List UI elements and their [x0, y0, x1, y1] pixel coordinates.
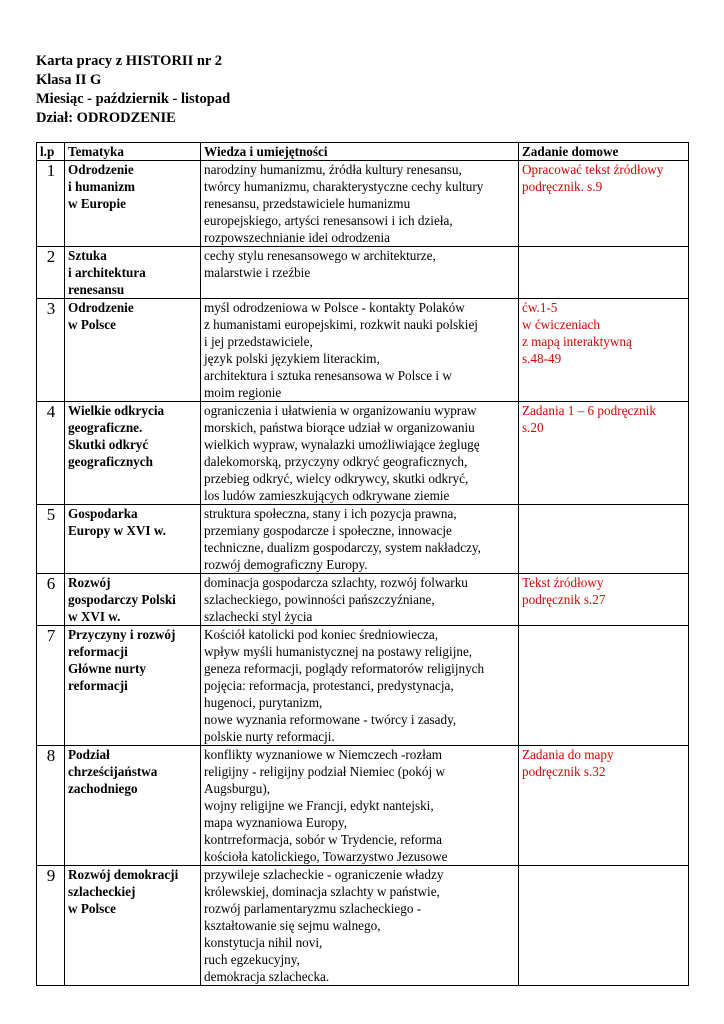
knowledge-line: religijny - religijny podział Niemiec (pokój w [204, 764, 445, 779]
topic-line: i humanizm [68, 179, 136, 194]
table-row [37, 402, 689, 505]
knowledge-line: architektura i sztuka renesansowa w Polsce i w [204, 368, 452, 383]
knowledge-line: przebieg odkryć, wielcy odkrywcy, skutki odkryć, [204, 471, 469, 486]
cell-tematyka [65, 866, 201, 986]
knowledge-line: dominacja gospodarcza szlachty, rozwój folwarku [204, 575, 468, 590]
topic-line: Skutki odkryć [68, 437, 149, 452]
knowledge-line: szlacheckiego, powinności pańszczyźniane, [204, 592, 435, 607]
topic-line: Rozwój demokracji [68, 867, 179, 882]
row-number: 8 [37, 746, 65, 866]
knowledge-line: myśl odrodzeniowa w Polsce - kontakty Polaków [204, 300, 465, 315]
table-row [37, 574, 689, 626]
knowledge-line: język polski językiem literackim, [204, 351, 380, 366]
knowledge-line: mapa wyznaniowa Europy, [204, 815, 348, 830]
knowledge-line: kontrreformacja, sobór w Trydencie, reforma [204, 832, 443, 847]
homework-line: podręcznik s.32 [522, 764, 606, 779]
homework-line: podręcznik s.27 [522, 592, 606, 607]
table-row [37, 746, 689, 866]
cell-wiedza [201, 247, 519, 299]
row-number: 6 [37, 574, 65, 626]
topic-line: gospodarczy Polski [68, 592, 176, 607]
cell-zadanie [519, 247, 689, 299]
curriculum-table [36, 142, 689, 986]
cell-zadanie [519, 746, 689, 866]
cell-zadanie [519, 626, 689, 746]
knowledge-line: dalekomorską, przyczyny odkryć geograficznych, [204, 454, 468, 469]
table-row [37, 247, 689, 299]
knowledge-line: moim regionie [204, 385, 282, 400]
knowledge-line: z humanistami europejskimi, rozkwit nauki polskiej [204, 317, 478, 332]
knowledge-line: polskie nurty reformacji. [204, 729, 335, 744]
row-number: 5 [37, 505, 65, 574]
row-number: 9 [37, 866, 65, 986]
table-row [37, 866, 689, 986]
topic-line: w Polsce [68, 901, 116, 916]
knowledge-line: los ludów zamieszkujących odkrywane ziemie [204, 488, 450, 503]
knowledge-line: rozwój parlamentaryzmu szlacheckiego - [204, 901, 422, 916]
cell-wiedza [201, 866, 519, 986]
cell-zadanie [519, 161, 689, 247]
cell-wiedza [201, 161, 519, 247]
knowledge-line: Augsburgu), [204, 781, 271, 796]
knowledge-line: wpływ myśli humanistycznej na postawy religijne, [204, 644, 473, 659]
cell-tematyka [65, 746, 201, 866]
topic-line: Odrodzenie [68, 162, 134, 177]
homework-line: s.20 [522, 420, 544, 435]
homework-line: Zadania 1 – 6 podręcznik [522, 403, 657, 418]
cell-wiedza [201, 402, 519, 505]
cell-tematyka [65, 161, 201, 247]
cell-wiedza [201, 574, 519, 626]
column-header-wiedza: Wiedza i umiejętności [201, 143, 519, 161]
knowledge-line: cechy stylu renesansowego w architekturze, [204, 248, 436, 263]
homework-line: podręcznik. s.9 [522, 179, 603, 194]
worksheet-title: Karta pracy z HISTORII nr 2 [36, 53, 222, 69]
row-number: 7 [37, 626, 65, 746]
knowledge-line: kształtowanie się sejmu walnego, [204, 918, 381, 933]
topic-line: geograficzne. [68, 420, 143, 435]
knowledge-line: nowe wyznania reformowane - twórcy i zasady, [204, 712, 457, 727]
homework-line: z mapą interaktywną [522, 334, 632, 349]
row-number: 1 [37, 161, 65, 247]
topic-line: Sztuka [68, 248, 107, 263]
row-number: 2 [37, 247, 65, 299]
topic-line: Rozwój [68, 575, 111, 590]
table-row [37, 161, 689, 247]
cell-zadanie [519, 299, 689, 402]
cell-tematyka [65, 402, 201, 505]
cell-wiedza [201, 505, 519, 574]
knowledge-line: ruch egzekucyjny, [204, 952, 300, 967]
topic-line: Podział [68, 747, 110, 762]
knowledge-line: morskich, państwa biorące udział w organizowaniu [204, 420, 475, 435]
row-number: 4 [37, 402, 65, 505]
homework-line: Tekst źródłowy [522, 575, 604, 590]
cell-zadanie [519, 505, 689, 574]
topic-line: reformacji [68, 644, 128, 659]
month-label: Miesiąc - październik - listopad [36, 91, 231, 107]
cell-tematyka [65, 299, 201, 402]
cell-wiedza [201, 746, 519, 866]
knowledge-line: geneza reformacji, poglądy reformatorów religijnych [204, 661, 485, 676]
knowledge-line: przywileje szlacheckie - ograniczenie władzy [204, 867, 444, 882]
homework-line: Zadania do mapy [522, 747, 614, 762]
knowledge-line: techniczne, dualizm gospodarczy, system nakładczy, [204, 540, 481, 555]
knowledge-line: hugenoci, purytanizm, [204, 695, 323, 710]
cell-tematyka [65, 505, 201, 574]
homework-line: w ćwiczeniach [522, 317, 600, 332]
cell-zadanie [519, 402, 689, 505]
topic-line: Odrodzenie [68, 300, 134, 315]
topic-line: Gospodarka [68, 506, 138, 521]
topic-line: w Europie [68, 196, 127, 211]
topic-line: w XVI w. [68, 609, 121, 624]
table-header-row [37, 143, 689, 161]
knowledge-line: struktura społeczna, stany i ich pozycja prawna, [204, 506, 457, 521]
knowledge-line: demokracja szlachecka. [204, 969, 330, 984]
homework-line: s.48-49 [522, 351, 562, 366]
knowledge-line: królewskiej, dominacja szlachty w państwie, [204, 884, 440, 899]
knowledge-line: renesansu, przedstawiciele humanizmu [204, 196, 411, 211]
knowledge-line: ograniczenia i ułatwienia w organizowaniu wypraw [204, 403, 477, 418]
worksheet-header [36, 52, 230, 128]
knowledge-line: twórcy humanizmu, charakterystyczne cechy kultury [204, 179, 484, 194]
knowledge-line: konflikty wyznaniowe w Niemczech -rozłam [204, 747, 443, 762]
topic-line: reformacji [68, 678, 128, 693]
column-header-zadanie: Zadanie domowe [519, 143, 689, 161]
topic-line: w Polsce [68, 317, 116, 332]
topic-line: szlacheckiej [68, 884, 136, 899]
knowledge-line: wielkich wypraw, wynalazki umożliwiające żeglugę [204, 437, 480, 452]
homework-line: ćw.1-5 [522, 300, 558, 315]
knowledge-line: rozpowszechnianie idei odrodzenia [204, 230, 391, 245]
knowledge-line: wojny religijne we Francji, edykt nantejski, [204, 798, 434, 813]
topic-line: geograficznych [68, 454, 153, 469]
knowledge-line: pojęcia: reformacja, protestanci, predystynacja, [204, 678, 454, 693]
topic-line: i architektura [68, 265, 146, 280]
column-header-tematyka: Tematyka [65, 143, 201, 161]
row-number: 3 [37, 299, 65, 402]
table-row [37, 626, 689, 746]
knowledge-line: kościoła katolickiego, Towarzystwo Jezusowe [204, 849, 448, 864]
knowledge-line: konstytucja nihil novi, [204, 935, 323, 950]
knowledge-line: narodziny humanizmu, źródła kultury renesansu, [204, 162, 462, 177]
knowledge-line: malarstwie i rzeźbie [204, 265, 311, 280]
topic-line: renesansu [68, 282, 125, 297]
cell-tematyka [65, 574, 201, 626]
cell-wiedza [201, 626, 519, 746]
cell-wiedza [201, 299, 519, 402]
section-label: Dział: ODRODZENIE [36, 110, 176, 126]
cell-tematyka [65, 626, 201, 746]
topic-line: zachodniego [68, 781, 138, 796]
topic-line: Europy w XVI w. [68, 523, 166, 538]
knowledge-line: i jej przedstawiciele, [204, 334, 313, 349]
topic-line: Główne nurty [68, 661, 147, 676]
knowledge-line: rozwój demograficzny Europy. [204, 557, 368, 572]
table-row [37, 299, 689, 402]
cell-zadanie [519, 574, 689, 626]
topic-line: chrześcijaństwa [68, 764, 158, 779]
class-label: Klasa II G [36, 72, 102, 88]
knowledge-line: przemiany gospodarcze i społeczne, innowacje [204, 523, 452, 538]
column-header-lp: l.p [37, 143, 65, 161]
knowledge-line: europejskiego, artyści renesansowi i ich dzieła, [204, 213, 453, 228]
cell-zadanie [519, 866, 689, 986]
table-row [37, 505, 689, 574]
table-body [37, 161, 689, 986]
knowledge-line: Kościół katolicki pod koniec średniowiecza, [204, 627, 439, 642]
homework-line: Opracować tekst źródłowy [522, 162, 664, 177]
topic-line: Wielkie odkrycia [68, 403, 165, 418]
topic-line: Przyczyny i rozwój [68, 627, 176, 642]
cell-tematyka [65, 247, 201, 299]
knowledge-line: szlachecki styl życia [204, 609, 313, 624]
